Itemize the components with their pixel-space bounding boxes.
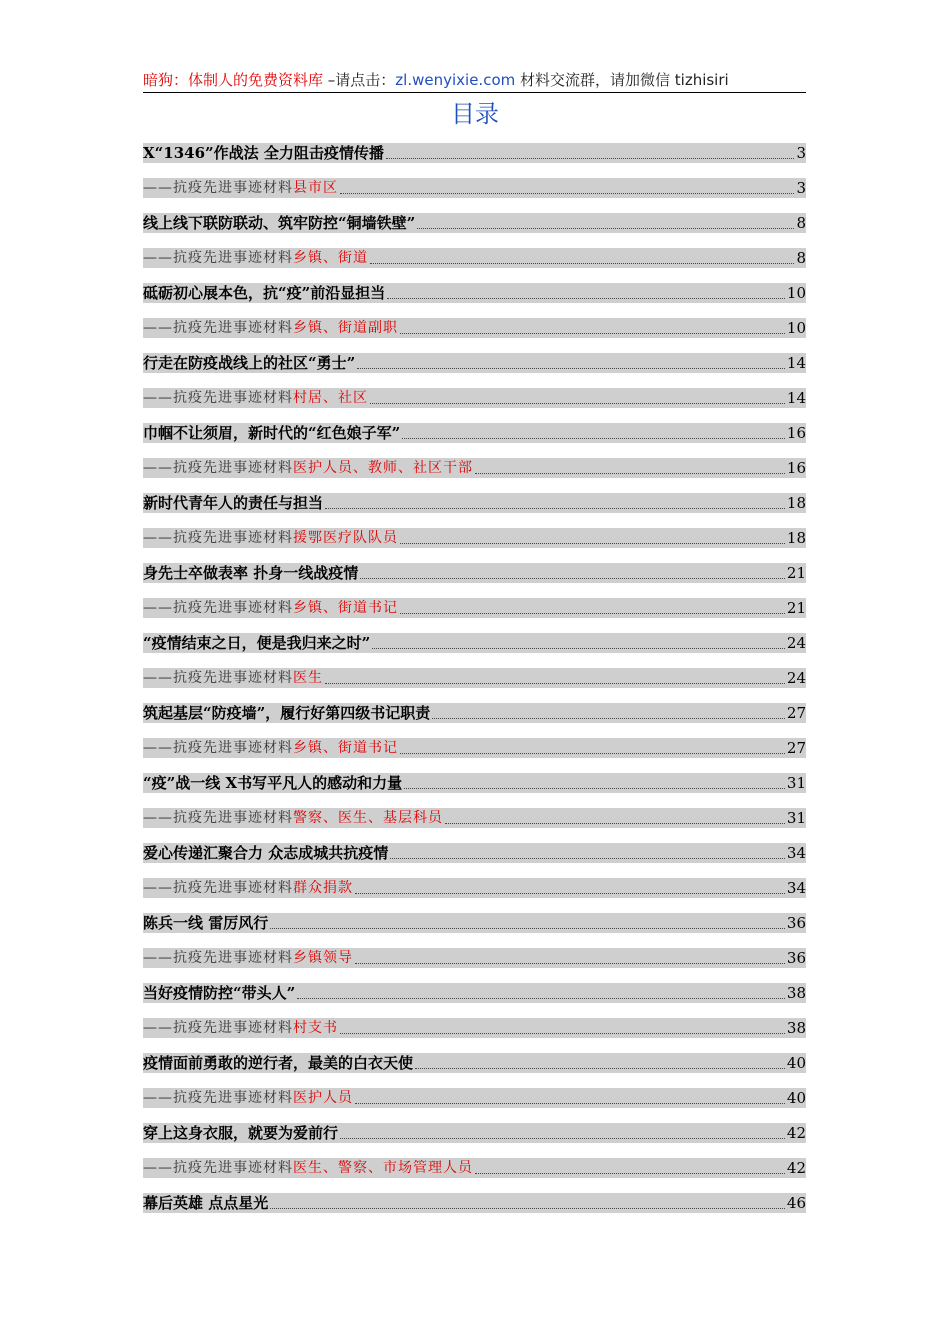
toc-page-number: 18 bbox=[786, 529, 806, 547]
toc-leader-dots bbox=[402, 438, 785, 439]
toc-entry-prefix: ——抗疫先进事迹材料 bbox=[143, 740, 293, 756]
toc-leader-dots bbox=[387, 298, 785, 299]
toc-leader-dots bbox=[270, 1208, 785, 1209]
toc-entry-text: 穿上这身衣服，就要为爱前行 bbox=[143, 1124, 339, 1142]
toc-entry-category: 县市区 bbox=[293, 180, 338, 196]
toc-entry-text: 新时代青年人的责任与担当 bbox=[143, 494, 324, 512]
toc-entry-text: 幕后英雄 点点星光 bbox=[143, 1194, 269, 1212]
toc-entry-title[interactable] bbox=[143, 213, 806, 233]
toc-leader-dots bbox=[340, 193, 794, 194]
toc-entry-text: “疫情结束之日，便是我归来之时” bbox=[143, 634, 371, 652]
toc-page-number: 42 bbox=[786, 1159, 806, 1177]
toc-leader-dots bbox=[357, 368, 785, 369]
toc-page-number: 24 bbox=[786, 634, 806, 652]
toc-leader-dots bbox=[270, 928, 785, 929]
toc-page-number: 42 bbox=[786, 1124, 806, 1142]
toc-entry-text: 行走在防疫战线上的社区“勇士” bbox=[143, 354, 356, 372]
toc-entry-text: 陈兵一线 雷厉风行 bbox=[143, 914, 269, 932]
toc-leader-dots bbox=[475, 473, 785, 474]
toc-leader-dots bbox=[355, 963, 785, 964]
toc-entry-category: 乡镇领导 bbox=[293, 950, 353, 966]
toc-leader-dots bbox=[360, 578, 785, 579]
toc-page-number: 46 bbox=[786, 1194, 806, 1212]
toc-page-number: 27 bbox=[786, 704, 806, 722]
toc-entry-prefix: ——抗疫先进事迹材料 bbox=[143, 1090, 293, 1106]
toc-entry-text bbox=[143, 318, 400, 338]
toc-entry-prefix: ——抗疫先进事迹材料 bbox=[143, 460, 293, 476]
toc-page-number: 21 bbox=[786, 564, 806, 582]
toc-entry-category: 医生 bbox=[293, 670, 323, 686]
toc-entry-text bbox=[143, 388, 370, 408]
toc-leader-dots bbox=[370, 263, 794, 264]
toc-entry-subtitle[interactable] bbox=[143, 318, 806, 338]
toc-entry-title[interactable] bbox=[143, 563, 806, 583]
toc-entry-subtitle[interactable] bbox=[143, 528, 806, 548]
toc-page-number: 16 bbox=[786, 424, 806, 442]
toc-leader-dots bbox=[445, 823, 785, 824]
toc-leader-dots bbox=[417, 228, 794, 229]
toc-leader-dots bbox=[325, 683, 785, 684]
toc-entry-prefix: ——抗疫先进事迹材料 bbox=[143, 390, 293, 406]
toc-page-number: 3 bbox=[796, 179, 806, 197]
header-link[interactable]: zl.wenyixie.com bbox=[395, 71, 516, 89]
page-header bbox=[143, 70, 806, 93]
toc-entry-text bbox=[143, 1158, 475, 1178]
toc-entry-text bbox=[143, 598, 400, 618]
toc-entry-category: 乡镇、街道书记 bbox=[293, 600, 398, 616]
toc-entry-subtitle[interactable] bbox=[143, 1088, 806, 1108]
toc-entry-prefix: ——抗疫先进事迹材料 bbox=[143, 530, 293, 546]
toc-page-number: 38 bbox=[786, 1019, 806, 1037]
toc-entry-title[interactable] bbox=[143, 493, 806, 513]
toc-page-number: 8 bbox=[796, 214, 806, 232]
toc-entry-subtitle[interactable] bbox=[143, 948, 806, 968]
toc-leader-dots bbox=[404, 788, 785, 789]
toc-entry-title[interactable] bbox=[143, 633, 806, 653]
toc-entry-text bbox=[143, 528, 400, 548]
toc-leader-dots bbox=[415, 1068, 785, 1069]
toc-entry-subtitle[interactable] bbox=[143, 598, 806, 618]
toc-entry-category: 警察、医生、基层科员 bbox=[293, 810, 443, 826]
toc-page-number: 18 bbox=[786, 494, 806, 512]
toc-entry-text bbox=[143, 668, 325, 688]
toc-entry-title[interactable] bbox=[143, 353, 806, 373]
toc-entry-category: 村支书 bbox=[293, 1020, 338, 1036]
toc-page-number: 21 bbox=[786, 599, 806, 617]
toc-entry-text: 身先士卒做表率 扑身一线战疫情 bbox=[143, 564, 359, 582]
toc-entry-title[interactable] bbox=[143, 423, 806, 443]
toc-entry-prefix: ——抗疫先进事迹材料 bbox=[143, 250, 293, 266]
toc-leader-dots bbox=[355, 893, 785, 894]
toc-entry-text: 砥砺初心展本色，抗“疫”前沿显担当 bbox=[143, 284, 386, 302]
toc-entry-text: 当好疫情防控“带头人” bbox=[143, 984, 296, 1002]
toc-entry-subtitle[interactable] bbox=[143, 1018, 806, 1038]
toc-entry-subtitle[interactable] bbox=[143, 1158, 806, 1178]
toc-entry-text bbox=[143, 458, 475, 478]
toc-entry-text: “疫”战一线 X书写平凡人的感动和力量 bbox=[143, 774, 403, 792]
toc-entry-text: X“1346”作战法 全力阻击疫情传播 bbox=[143, 144, 384, 162]
toc-leader-dots bbox=[297, 998, 785, 999]
toc-page-number: 3 bbox=[796, 144, 806, 162]
toc-entry-title[interactable] bbox=[143, 1193, 806, 1213]
toc-page-number: 36 bbox=[786, 914, 806, 932]
toc-entry-subtitle[interactable] bbox=[143, 668, 806, 688]
toc-page-number: 8 bbox=[796, 249, 806, 267]
toc-entry-text bbox=[143, 1088, 355, 1108]
toc-entry-prefix: ——抗疫先进事迹材料 bbox=[143, 950, 293, 966]
toc-entry-category: 医生、警察、市场管理人员 bbox=[293, 1160, 473, 1176]
toc-leader-dots bbox=[386, 158, 795, 159]
toc-entry-text bbox=[143, 808, 445, 828]
toc-page-number: 14 bbox=[786, 354, 806, 372]
toc-page-number: 10 bbox=[786, 319, 806, 337]
toc-entry-subtitle[interactable] bbox=[143, 878, 806, 898]
toc-entry-category: 群众捐款 bbox=[293, 880, 353, 896]
toc-leader-dots bbox=[340, 1033, 785, 1034]
toc-leader-dots bbox=[400, 753, 785, 754]
page-title: 目录 bbox=[451, 100, 499, 128]
toc-entry-subtitle[interactable] bbox=[143, 248, 806, 268]
toc-page-number: 36 bbox=[786, 949, 806, 967]
toc-entry-text: 爱心传递汇聚合力 众志成城共抗疫情 bbox=[143, 844, 389, 862]
toc-entry-prefix: ——抗疫先进事迹材料 bbox=[143, 810, 293, 826]
toc-leader-dots bbox=[325, 508, 785, 509]
toc-entry-title[interactable] bbox=[143, 913, 806, 933]
toc-entry-subtitle[interactable] bbox=[143, 388, 806, 408]
toc-leader-dots bbox=[390, 858, 785, 859]
header-wechat-note: 材料交流群，请加微信 tizhisiri bbox=[515, 71, 729, 89]
toc-leader-dots bbox=[475, 1173, 785, 1174]
toc-entry-category: 村居、社区 bbox=[293, 390, 368, 406]
toc-entry-title[interactable] bbox=[143, 1123, 806, 1143]
toc-leader-dots bbox=[432, 718, 785, 719]
toc-entry-text bbox=[143, 738, 400, 758]
toc-entry-category: 援鄂医疗队队员 bbox=[293, 530, 398, 546]
toc-page-number: 31 bbox=[786, 809, 806, 827]
header-site-name: 暗狗：体制人的免费资料库 bbox=[143, 71, 324, 89]
toc-page-number: 14 bbox=[786, 389, 806, 407]
toc-entry-category: 医护人员、教师、社区干部 bbox=[293, 460, 473, 476]
toc-entry-title[interactable] bbox=[143, 843, 806, 863]
toc-entry-subtitle[interactable] bbox=[143, 458, 806, 478]
toc-page-number: 40 bbox=[786, 1054, 806, 1072]
header-click-prompt: –请点击： bbox=[323, 71, 396, 89]
toc-page-number: 38 bbox=[786, 984, 806, 1002]
toc-page-number: 34 bbox=[786, 879, 806, 897]
toc-leader-dots bbox=[370, 403, 785, 404]
toc-entry-prefix: ——抗疫先进事迹材料 bbox=[143, 1020, 293, 1036]
toc-entry-category: 乡镇、街道副职 bbox=[293, 320, 398, 336]
toc-page-number: 24 bbox=[786, 669, 806, 687]
toc-entry-title[interactable] bbox=[143, 703, 806, 723]
toc-entry-text: 巾帼不让须眉，新时代的“红色娘子军” bbox=[143, 424, 401, 442]
toc-entry-prefix: ——抗疫先进事迹材料 bbox=[143, 670, 293, 686]
toc-entry-title[interactable] bbox=[143, 1053, 806, 1073]
toc-entry-title[interactable] bbox=[143, 773, 806, 793]
toc-entry-title[interactable] bbox=[143, 983, 806, 1003]
toc-entry-prefix: ——抗疫先进事迹材料 bbox=[143, 600, 293, 616]
toc-page-number: 10 bbox=[786, 284, 806, 302]
toc-entry-prefix: ——抗疫先进事迹材料 bbox=[143, 180, 293, 196]
toc-leader-dots bbox=[400, 543, 785, 544]
toc-entry-category: 乡镇、街道书记 bbox=[293, 740, 398, 756]
toc-page-number: 16 bbox=[786, 459, 806, 477]
table-of-contents bbox=[143, 143, 806, 1228]
toc-entry-text bbox=[143, 178, 340, 198]
toc-leader-dots bbox=[372, 648, 785, 649]
toc-leader-dots bbox=[340, 1138, 785, 1139]
toc-entry-prefix: ——抗疫先进事迹材料 bbox=[143, 320, 293, 336]
toc-entry-text bbox=[143, 1018, 340, 1038]
toc-page-number: 27 bbox=[786, 739, 806, 757]
toc-entry-text: 筑起基层“防疫墙”，履行好第四级书记职责 bbox=[143, 704, 431, 722]
toc-leader-dots bbox=[400, 333, 785, 334]
toc-entry-text bbox=[143, 878, 355, 898]
toc-entry-subtitle[interactable] bbox=[143, 808, 806, 828]
toc-entry-text: 疫情面前勇敢的逆行者，最美的白衣天使 bbox=[143, 1054, 414, 1072]
toc-page-number: 40 bbox=[786, 1089, 806, 1107]
toc-leader-dots bbox=[355, 1103, 785, 1104]
toc-entry-title[interactable] bbox=[143, 143, 806, 163]
toc-leader-dots bbox=[400, 613, 785, 614]
toc-entry-text bbox=[143, 948, 355, 968]
toc-entry-text bbox=[143, 248, 370, 268]
toc-entry-category: 医护人员 bbox=[293, 1090, 353, 1106]
toc-page-number: 31 bbox=[786, 774, 806, 792]
toc-entry-subtitle[interactable] bbox=[143, 738, 806, 758]
toc-page-number: 34 bbox=[786, 844, 806, 862]
toc-entry-category: 乡镇、街道 bbox=[293, 250, 368, 266]
toc-entry-subtitle[interactable] bbox=[143, 178, 806, 198]
toc-entry-text: 线上线下联防联动、筑牢防控“铜墙铁壁” bbox=[143, 214, 416, 232]
toc-entry-title[interactable] bbox=[143, 283, 806, 303]
toc-entry-prefix: ——抗疫先进事迹材料 bbox=[143, 880, 293, 896]
toc-entry-prefix: ——抗疫先进事迹材料 bbox=[143, 1160, 293, 1176]
